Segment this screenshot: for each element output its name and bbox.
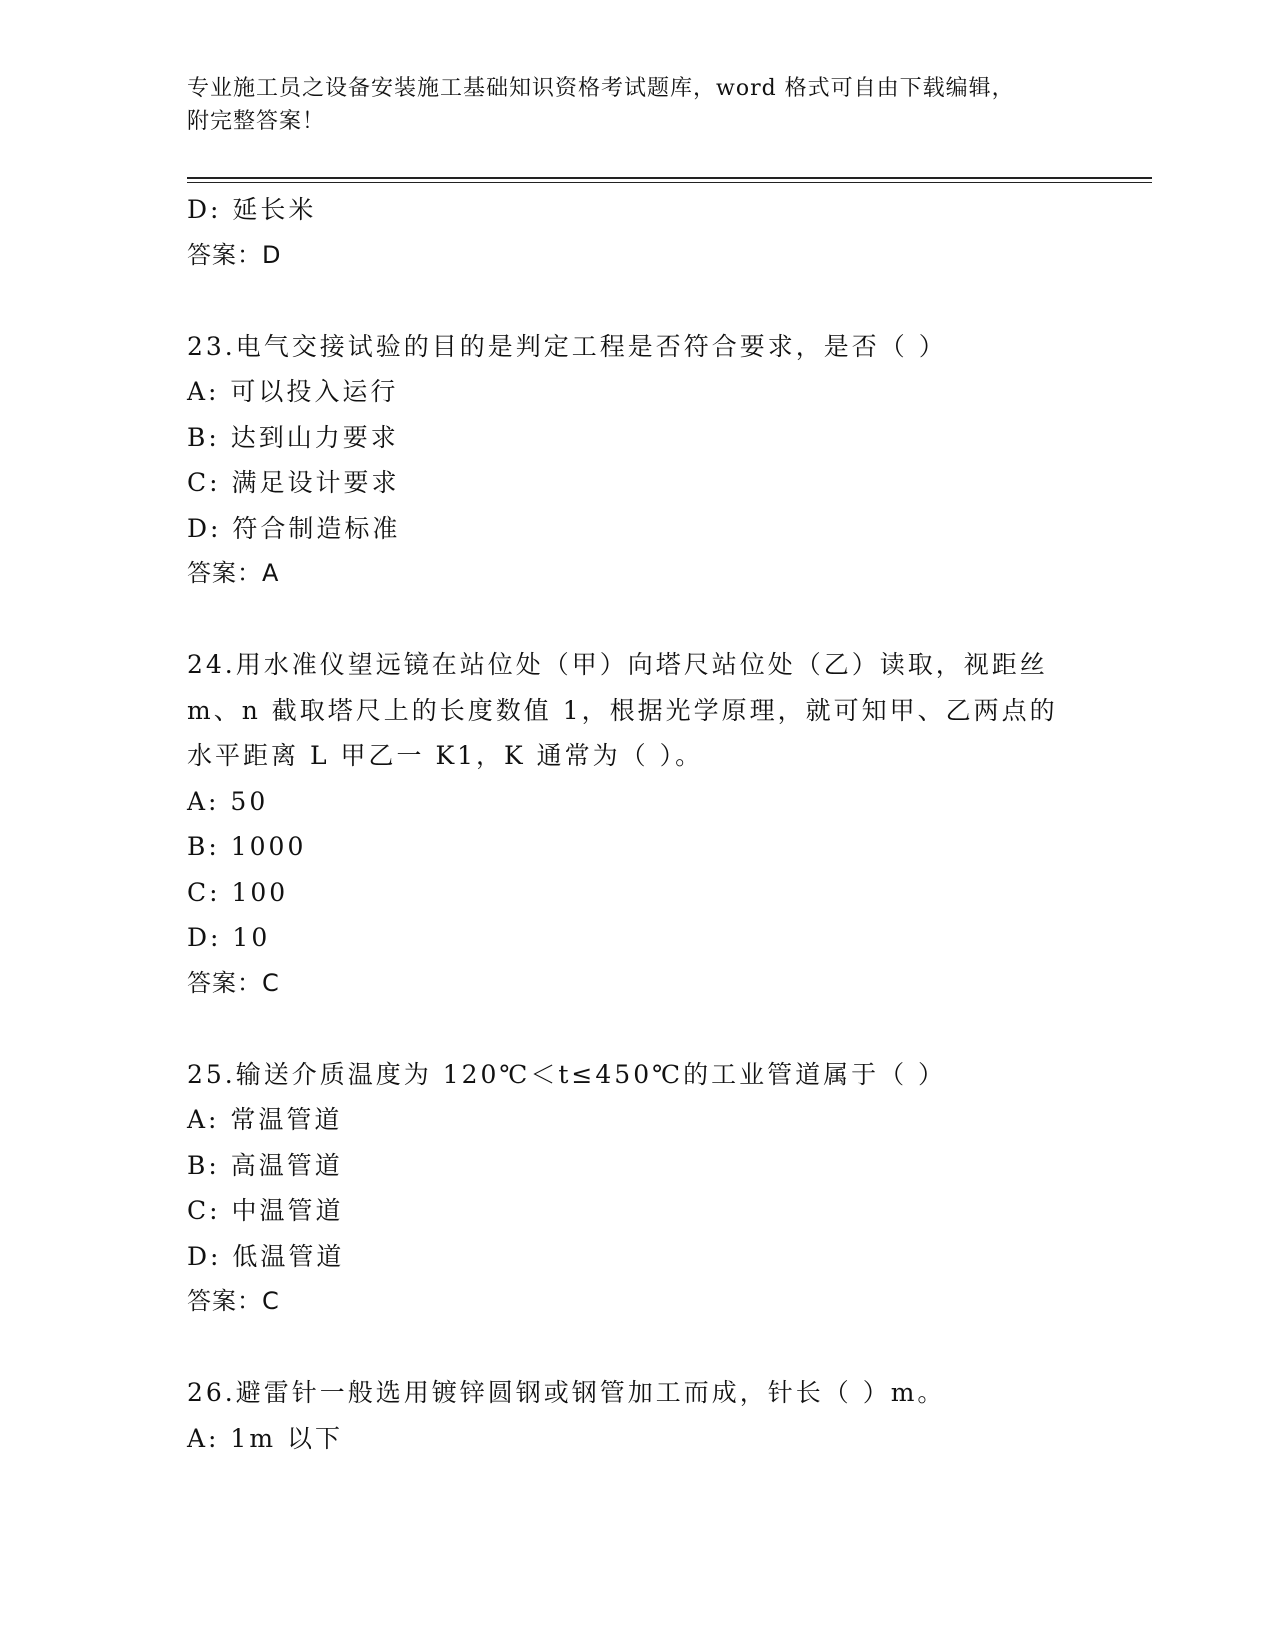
question-stem: 23.电气交接试验的目的是判定工程是否符合要求，是否（ ）: [187, 331, 947, 361]
option-c: C: 满足设计要求: [187, 468, 400, 497]
question-stem-line-3: 水平距离 L 甲乙一 K1，K 通常为（ ）。: [187, 741, 704, 770]
option-c: C: 100: [187, 877, 289, 907]
header-line-1: 专业施工员之设备安装施工基础知识资格考试题库，word 格式可自由下载编辑，: [187, 76, 1015, 101]
question-22-fragment: [187, 187, 1087, 278]
option-c: C: 中温管道: [187, 1196, 344, 1225]
option-d: D: 10: [187, 923, 271, 952]
question-stem: 25.输送介质温度为 120℃＜t≤450℃的工业管道属于（ ）: [187, 1059, 947, 1089]
spacer: [187, 278, 1087, 324]
question-23: [187, 324, 1087, 597]
option-b: B: 高温管道: [187, 1150, 343, 1180]
option-a: A: 1m 以下: [187, 1423, 343, 1453]
answer: 答案：C: [187, 968, 280, 997]
option-d: D: 低温管道: [187, 1241, 345, 1271]
option-b: B: 达到山力要求: [187, 422, 399, 452]
option-b: B: 1000: [187, 832, 307, 861]
page-header: [187, 72, 1067, 138]
spacer: [187, 1325, 1087, 1371]
option-a: A: 常温管道: [187, 1105, 343, 1134]
question-stem-line-2: m、n 截取塔尺上的长度数值 1，根据光学原理，就可知甲、乙两点的: [187, 695, 1058, 725]
question-25: [187, 1052, 1087, 1325]
question-stem: 26.避雷针一般选用镀锌圆钢或钢管加工而成，针长（ ）m。: [187, 1378, 946, 1407]
option-a: A: 可以投入运行: [187, 377, 399, 406]
question-26: [187, 1370, 1087, 1461]
question-stem-line-1: 24.用水准仪望远镜在站位处（甲）向塔尺站位处（乙）读取，视距丝: [187, 650, 1048, 679]
question-list: [187, 187, 1087, 1461]
option-a: A: 50: [187, 786, 269, 816]
answer: 答案：D: [187, 240, 282, 269]
option-d: D: 延长米: [187, 195, 317, 224]
question-24: [187, 642, 1087, 1006]
header-rule: [187, 177, 1152, 183]
answer: 答案：A: [187, 559, 280, 587]
spacer: [187, 597, 1087, 643]
answer: 答案：C: [187, 1287, 280, 1315]
option-d: D: 符合制造标准: [187, 513, 401, 543]
header-line-2: 附完整答案！: [187, 109, 326, 134]
spacer: [187, 1006, 1087, 1052]
